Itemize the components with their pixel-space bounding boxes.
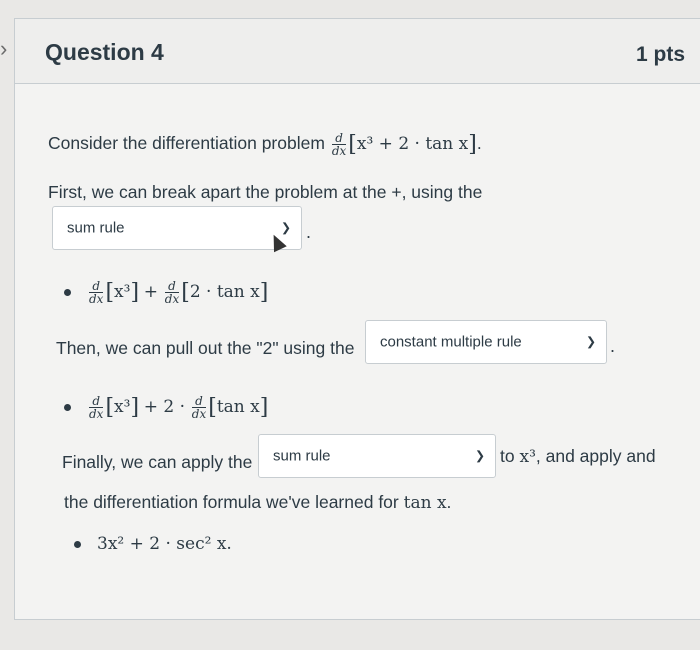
step2-bullet: $\frac{d}{dx}$ [x³] + 2 · $\frac{d}{dx}$ [tan x] — [64, 395, 268, 420]
step3-text: Finally, we can apply the — [62, 452, 253, 472]
chevron-right-icon[interactable]: › — [0, 36, 8, 61]
intro-line: Consider the differentiation problem $\frac{d}{dx}$ [x³ + 2 · tan x]. — [48, 131, 482, 158]
step3-bullet: 3x² + 2 · sec² x. — [74, 534, 232, 554]
step2-text: Then, we can pull out the "2" using the — [56, 338, 355, 358]
step1-bullet: $\frac{d}{dx}$ [x³] + $\frac{d}{dx}$ [2 · tan x] — [64, 280, 268, 305]
question-card — [14, 18, 700, 620]
step1-rule-value: sum rule — [67, 219, 125, 237]
step3-rule-value: sum rule — [273, 447, 331, 465]
step3-rule-select[interactable] — [258, 434, 496, 478]
step2-rule-value: constant multiple rule — [380, 333, 522, 351]
step2-period: . — [610, 336, 616, 356]
question-header — [15, 19, 700, 84]
derivative-operator: $\frac{d}{dx}$ — [331, 131, 347, 158]
step3-after: to x³, and apply and — [500, 446, 656, 467]
step1-period: . — [306, 222, 312, 242]
question-title: Question 4 — [45, 39, 164, 65]
step1-text: First, we can break apart the problem at the +, using the — [48, 182, 483, 202]
question-points: 1 pts — [635, 43, 685, 66]
chevron-down-icon: ❯ — [280, 220, 291, 235]
intro-text: Consider the differentiation problem — [48, 133, 325, 154]
intro-expression: x³ + 2 · tan x — [356, 134, 469, 155]
step2-rule-select[interactable] — [365, 320, 607, 364]
step3-line2: the differentiation formula we've learned for tan x. — [64, 492, 452, 513]
chevron-down-icon: ❯ — [474, 448, 485, 463]
step1-rule-select[interactable] — [52, 206, 302, 250]
chevron-down-icon: ❯ — [585, 334, 596, 349]
